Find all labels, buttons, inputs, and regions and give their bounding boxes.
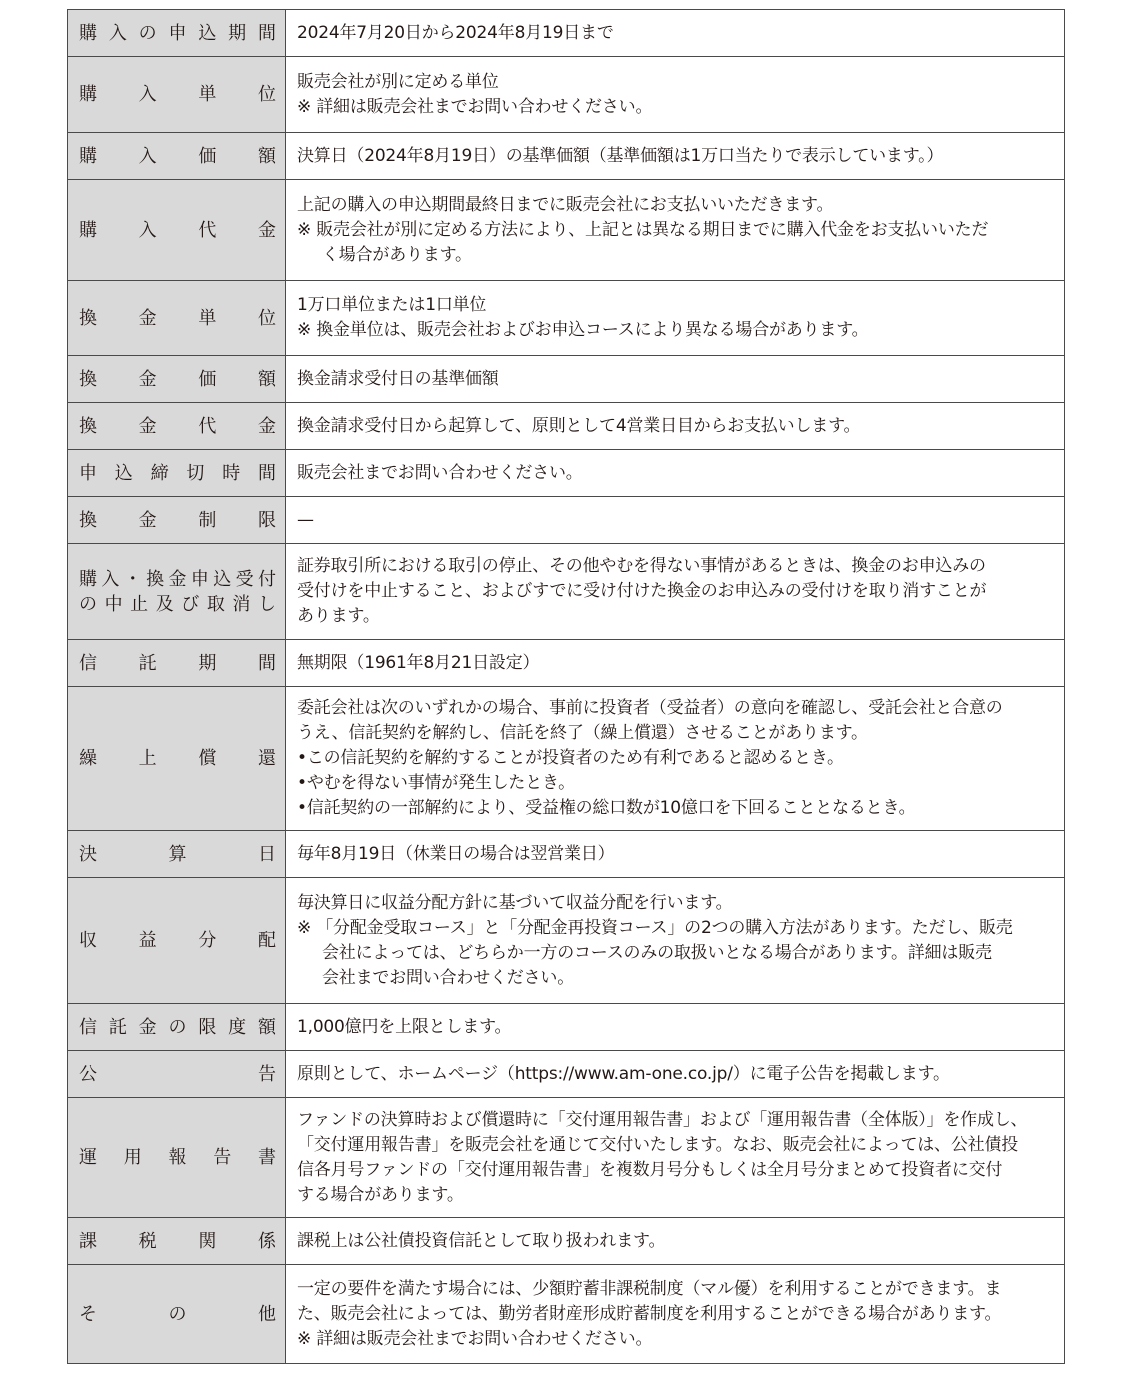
row-label-text: 公 告 (79, 1063, 276, 1085)
value-line: 会社によっては、どちらか一方のコースのみの取扱いとなる場合があります。詳細は販売 (322, 942, 992, 963)
row-label (68, 57, 286, 133)
value-line: 信各月号ファンドの「交付運用報告書」を複数月号分もしくは全月号分まとめて投資者に交付 (297, 1159, 1003, 1180)
value-line: 無期限（1961年8月21日設定） (297, 652, 540, 673)
row-value (286, 403, 1065, 450)
row-value (286, 497, 1065, 544)
row-label-text: 購 入 ・ 換 金 申 込 受 付 (79, 568, 276, 590)
row-value (286, 1098, 1065, 1218)
value-line: ※ 詳細は販売会社までお問い合わせください。 (297, 1328, 653, 1349)
value-line: 委託会社は次のいずれかの場合、事前に投資者（受益者）の意向を確認し、受託会社と合意の (297, 698, 1003, 718)
row-label (68, 10, 286, 57)
row-label (68, 497, 286, 544)
row-label-text: 換 金 制 限 (79, 509, 276, 531)
row-label (68, 1051, 286, 1098)
row-label (68, 544, 286, 640)
value-line: うえ、信託契約を解約し、信託を終了（繰上償還）させることがあります。 (297, 723, 868, 743)
row-label (68, 180, 286, 281)
table-row (68, 687, 1065, 831)
row-label (68, 133, 286, 180)
row-label-text: 課 税 関 係 (79, 1230, 276, 1252)
row-label (68, 687, 286, 831)
row-label (68, 640, 286, 687)
fund-terms-body (68, 10, 1065, 1364)
row-value (286, 450, 1065, 497)
value-line: ファンドの決算時および償還時に「交付運用報告書」および「運用報告書（全体版）」を作成し、 (297, 1109, 1028, 1130)
row-value (286, 281, 1065, 356)
value-line: 換金請求受付日の基準価額 (297, 368, 499, 389)
row-label-text: 繰 上 償 還 (79, 748, 276, 769)
row-label-text: 決 算 日 (79, 843, 276, 865)
value-line: — (297, 509, 314, 530)
value-line: あります。 (297, 606, 380, 626)
table-row (68, 180, 1065, 281)
value-line: 一定の要件を満たす場合には、少額貯蓄非課税制度（マル優）を利用することができます。ま (297, 1278, 1002, 1299)
row-value (286, 878, 1065, 1004)
row-label-text: 収 益 分 配 (79, 930, 276, 951)
row-label (68, 281, 286, 356)
row-label-text: 信 託 期 間 (79, 652, 276, 674)
row-value (286, 57, 1065, 133)
row-label-text: 購 入 の 申 込 期 間 (79, 22, 276, 44)
value-line: する場合があります。 (297, 1184, 464, 1205)
table-row (68, 57, 1065, 133)
value-line: 「交付運用報告書」を販売会社を通じて交付いたします。なお、販売会社によっては、公社債投 (297, 1134, 1019, 1155)
row-value (286, 1051, 1065, 1098)
row-label (68, 450, 286, 497)
value-line: 証券取引所における取引の停止、その他やむを得ない事情があるときは、換金のお申込みの (297, 556, 986, 576)
value-line: た、販売会社によっては、勤労者財産形成貯蓄制度を利用することができる場合があります。 (297, 1303, 1002, 1324)
row-label-text: 換 金 単 位 (79, 307, 276, 329)
row-value (286, 544, 1065, 640)
row-label (68, 403, 286, 450)
row-label (68, 1218, 286, 1265)
row-label (68, 1265, 286, 1364)
value-line: •この信託契約を解約することが投資者のため有利であると認めるとき。 (297, 748, 844, 768)
row-value (286, 1218, 1065, 1265)
table-row (68, 281, 1065, 356)
value-line: 決算日（2024年8月19日）の基準価額（基準価額は1万口当たりで表示しています。） (297, 145, 944, 166)
value-line: 1万口単位または1口単位 (297, 295, 487, 315)
value-line: 毎年8月19日（休業日の場合は翌営業日） (297, 843, 615, 864)
table-row (68, 403, 1065, 450)
value-line: 上記の購入の申込期間最終日までに販売会社にお支払いいただきます。 (297, 194, 834, 215)
value-line: 1,000億円を上限とします。 (297, 1016, 512, 1037)
row-value (286, 687, 1065, 831)
row-label-text: 購 入 単 位 (79, 84, 276, 105)
row-label-text: 購 入 代 金 (79, 219, 276, 241)
row-label-text: の 中 止 及 び 取 消 し (79, 593, 276, 615)
row-label-text: 換 金 価 額 (79, 368, 276, 390)
row-value (286, 1004, 1065, 1051)
row-value (286, 356, 1065, 403)
row-value (286, 640, 1065, 687)
table-row (68, 1051, 1065, 1098)
value-line: 2024年7月20日から2024年8月19日まで (297, 22, 614, 43)
value-line: 販売会社が別に定める単位 (297, 71, 499, 92)
row-label-text: 運 用 報 告 書 (79, 1147, 276, 1168)
value-line: 販売会社までお問い合わせください。 (297, 462, 583, 483)
value-line: く場合があります。 (322, 244, 472, 265)
value-line: •やむを得ない事情が発生したとき。 (297, 773, 575, 793)
table-row (68, 1218, 1065, 1265)
table-row (68, 133, 1065, 180)
row-label (68, 831, 286, 878)
row-value (286, 831, 1065, 878)
row-label-text: 購 入 価 額 (79, 145, 276, 167)
value-line: 換金請求受付日から起算して、原則として4営業日目からお支払いします。 (297, 415, 861, 436)
row-value (286, 133, 1065, 180)
row-value (286, 180, 1065, 281)
value-line: ※ 詳細は販売会社までお問い合わせください。 (297, 96, 653, 117)
table-row (68, 1265, 1065, 1364)
value-line: 課税上は公社債投資信託として取り扱われます。 (297, 1230, 666, 1251)
row-label-text: 換 金 代 金 (79, 415, 276, 437)
table-row (68, 878, 1065, 1004)
value-line: ※ 換金単位は、販売会社およびお申込コースにより異なる場合があります。 (297, 320, 869, 340)
table-row (68, 640, 1065, 687)
table-row (68, 544, 1065, 640)
row-label-text: 申 込 締 切 時 間 (79, 462, 276, 484)
row-label (68, 878, 286, 1004)
table-row (68, 831, 1065, 878)
value-line: 受付けを中止すること、およびすでに受け付けた換金のお申込みの受付けを取り消すことが (297, 581, 987, 601)
row-value (286, 1265, 1065, 1364)
value-line: ※ 「分配金受取コース」と「分配金再投資コース」の2つの購入方法があります。ただし、販売 (297, 917, 1013, 938)
value-line: 毎決算日に収益分配方針に基づいて収益分配を行います。 (297, 892, 733, 913)
table-row (68, 1098, 1065, 1218)
value-line: 会社までお問い合わせください。 (322, 967, 574, 988)
row-label-text: そ の 他 (79, 1303, 276, 1325)
row-value (286, 10, 1065, 57)
table-row (68, 1004, 1065, 1051)
fund-terms-table (67, 9, 1065, 1364)
row-label (68, 356, 286, 403)
value-line: •信託契約の一部解約により、受益権の総口数が10億口を下回ることとなるとき。 (297, 798, 916, 818)
table-row (68, 356, 1065, 403)
table-row (68, 10, 1065, 57)
value-line: ※ 販売会社が別に定める方法により、上記とは異なる期日までに購入代金をお支払いいただ (297, 219, 989, 240)
row-label (68, 1098, 286, 1218)
table-row (68, 450, 1065, 497)
row-label-text: 信 託 金 の 限 度 額 (79, 1016, 276, 1038)
value-line: 原則として、ホームページ（https://www.am-one.co.jp/）に電子公告を掲載します。 (297, 1063, 950, 1084)
table-row (68, 497, 1065, 544)
row-label (68, 1004, 286, 1051)
